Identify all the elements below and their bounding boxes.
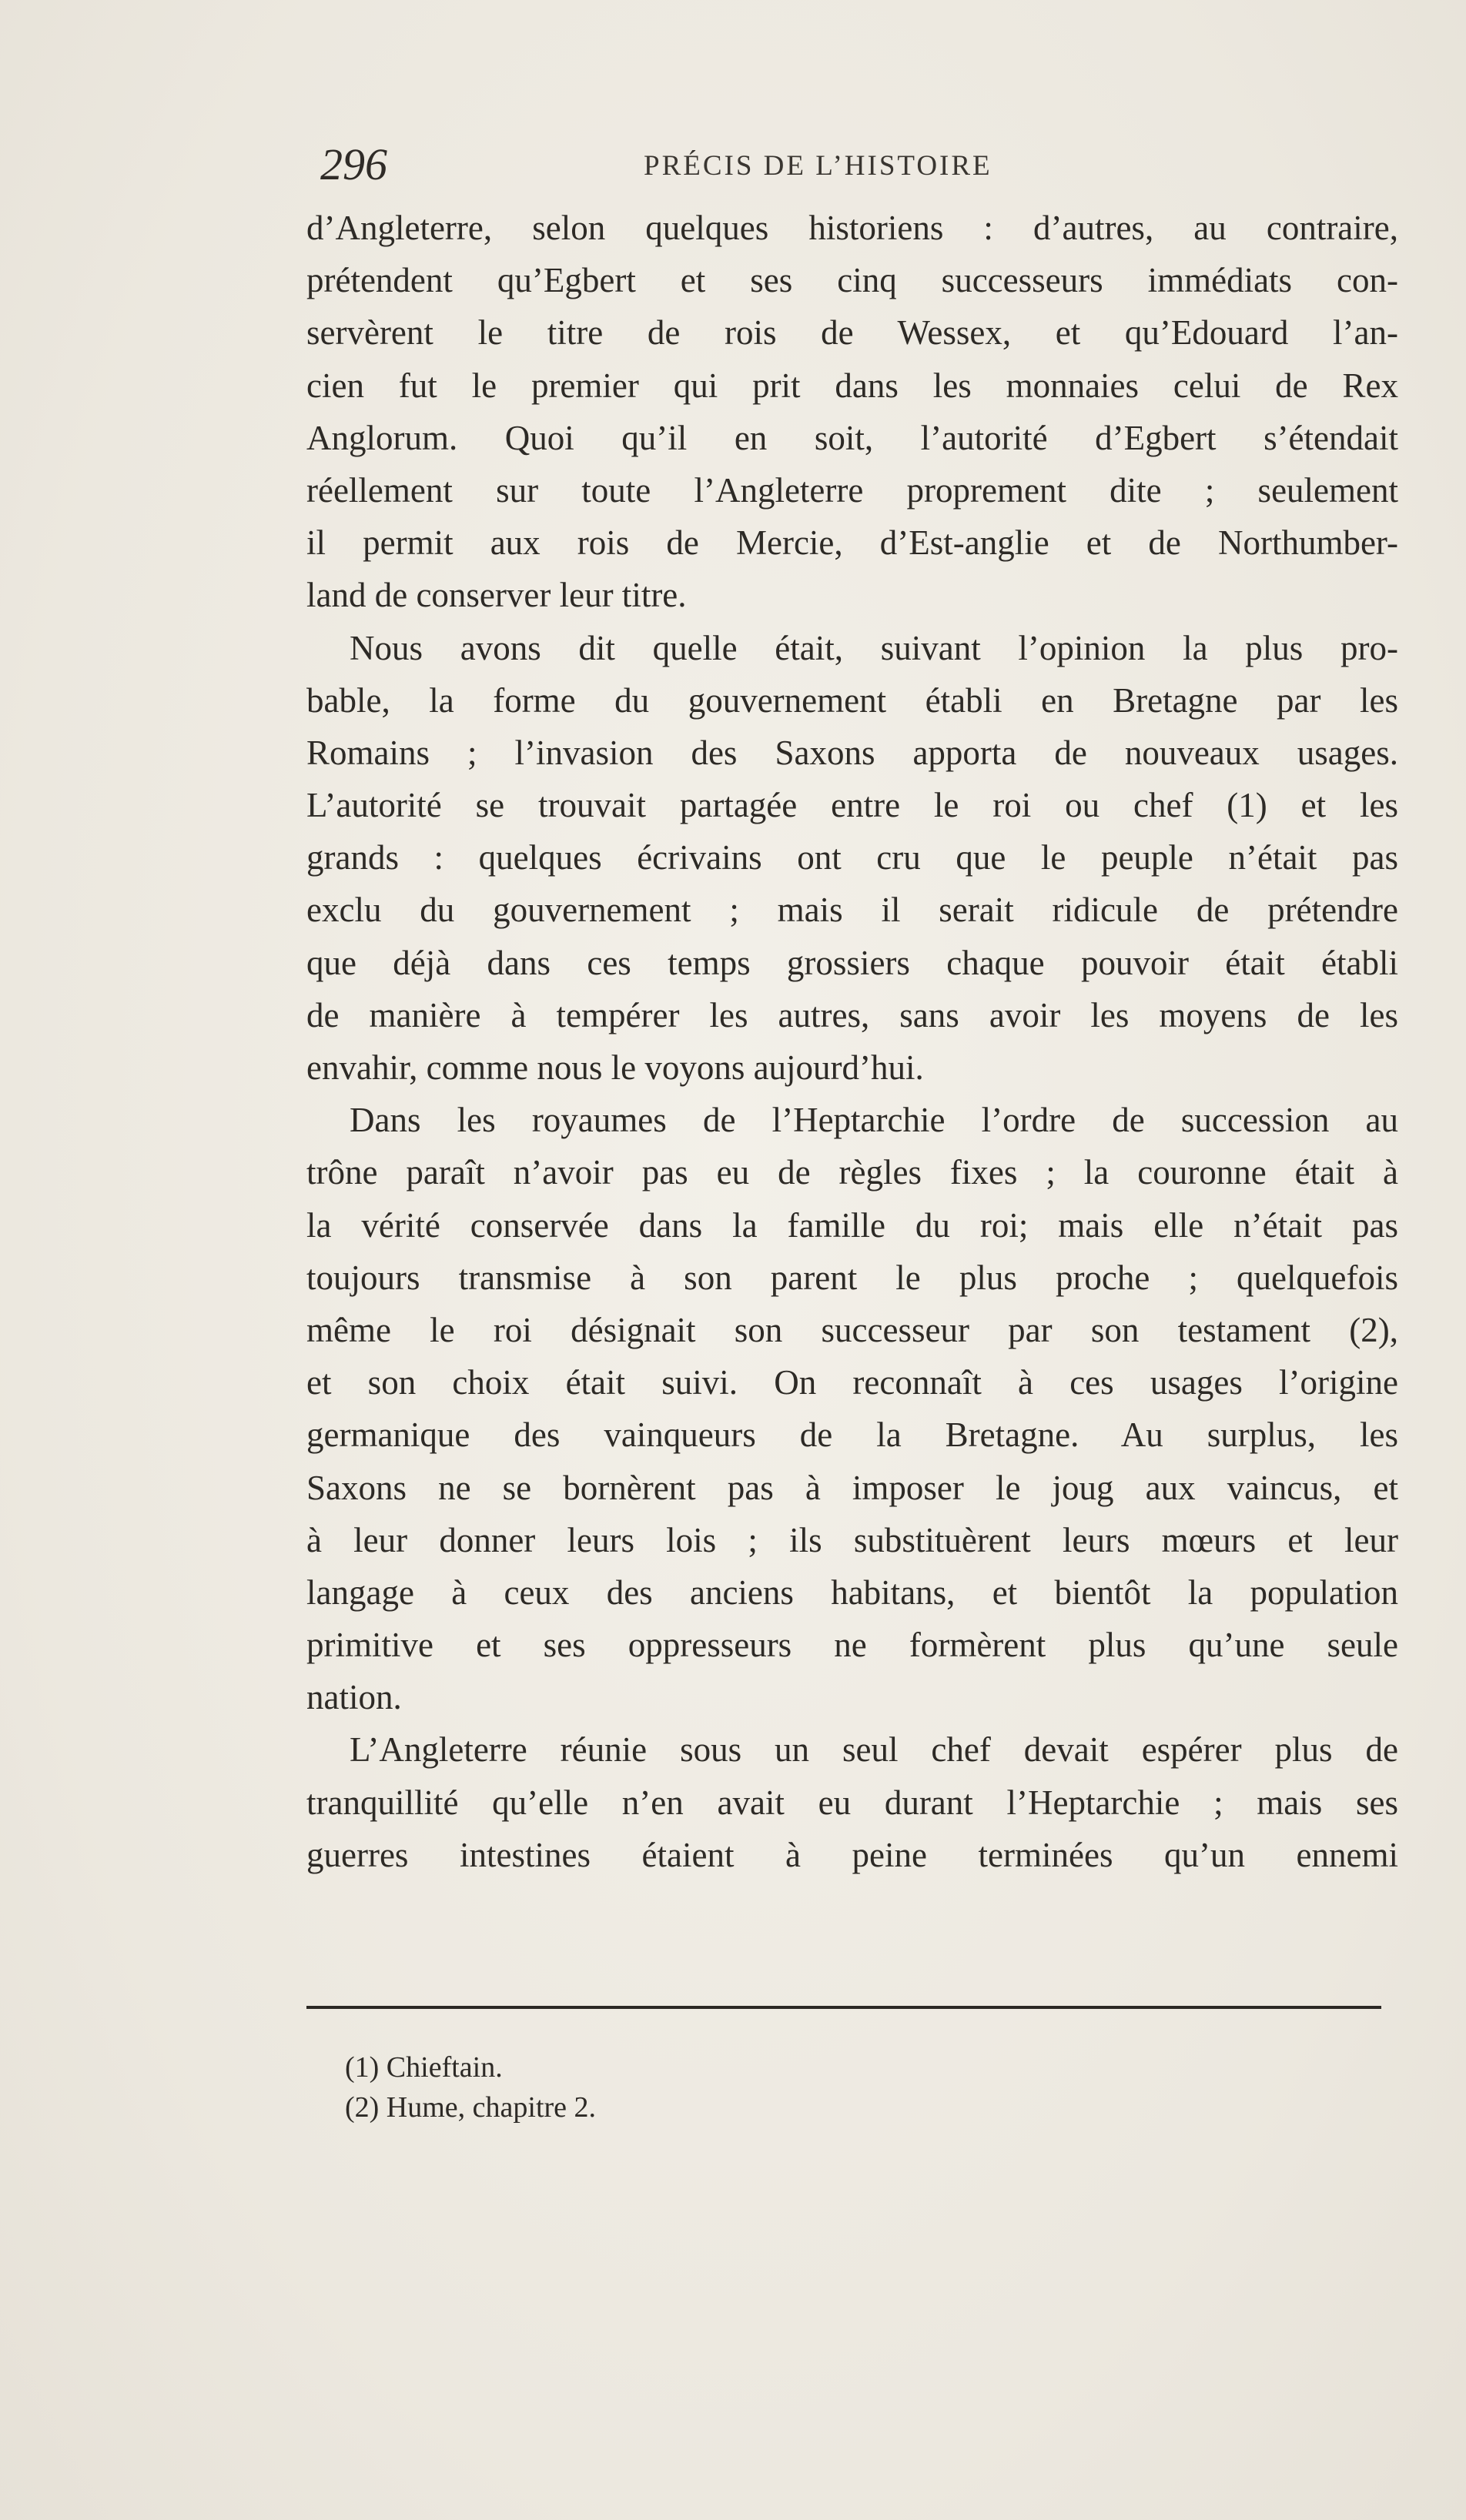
text-line: prétendent qu’Egbert et ses cinq successeurs immédiats con- — [306, 261, 1398, 300]
text-line: exclu du gouvernement ; mais il serait ridicule de prétendre — [306, 891, 1398, 930]
footnote: (2) Hume, chapitre 2. — [345, 2091, 597, 2124]
text-line: germanique des vainqueurs de la Bretagne. Au surplus, les — [306, 1415, 1398, 1455]
text-line: il permit aux rois de Mercie, d’Est-anglie et de Northumber- — [306, 523, 1398, 563]
text-line: trône paraît n’avoir pas eu de règles fixes ; la couronne était à — [306, 1153, 1398, 1192]
text-line: toujours transmise à son parent le plus proche ; quelquefois — [306, 1258, 1398, 1297]
text-line: Saxons ne se bornèrent pas à imposer le joug aux vaincus, et — [306, 1468, 1398, 1507]
paragraph-first-line: L’Angleterre réunie sous un seul chef devait espérer plus de — [350, 1730, 1398, 1770]
text-line: envahir, comme nous le voyons aujourd’hui. — [306, 1048, 924, 1087]
text-line: que déjà dans ces temps grossiers chaque pouvoir était établi — [306, 943, 1398, 982]
footnote-divider — [306, 2006, 1381, 2009]
text-line: nation. — [306, 1678, 402, 1717]
page-header — [320, 139, 1391, 200]
text-line: d’Angleterre, selon quelques historiens : d’autres, au contraire, — [306, 209, 1398, 247]
text-line: même le roi désignait son successeur par son testament (2), — [306, 1310, 1398, 1349]
text-line: servèrent le titre de rois de Wessex, et qu’Edouard l’an- — [306, 313, 1398, 353]
text-line: langage à ceux des anciens habitans, et bientôt la population — [306, 1572, 1398, 1612]
text-line: Anglorum. Quoi qu’il en soit, l’autorité d’Egbert s’étendait — [306, 418, 1398, 457]
text-line: réellement sur toute l’Angleterre proprement dite ; seulement — [306, 470, 1398, 510]
text-line: bable, la forme du gouvernement établi en Bretagne par les — [306, 680, 1398, 720]
text-line: et son choix était suivi. On reconnaît à ces usages l’origine — [306, 1363, 1398, 1402]
text-line: Romains ; l’invasion des Saxons apporta de nouveaux usages. — [306, 733, 1398, 772]
text-line: guerres intestines étaient à peine terminées qu’un ennemi — [306, 1835, 1398, 1874]
paragraph-first-line: Dans les royaumes de l’Heptarchie l’ordre de succession au — [350, 1101, 1398, 1140]
footnote: (1) Chieftain. — [345, 2051, 503, 2084]
paragraph-first-line: Nous avons dit quelle était, suivant l’opinion la plus pro- — [350, 628, 1398, 667]
text-line: L’autorité se trouvait partagée entre le roi ou chef (1) et les — [306, 786, 1398, 825]
text-line: cien fut le premier qui prit dans les monnaies celui de Rex — [306, 366, 1398, 405]
text-line: grands : quelques écrivains ont cru que le peuple n’était pas — [306, 838, 1398, 877]
text-line: land de conserver leur titre. — [306, 576, 687, 615]
running-head: PRÉCIS DE L’HISTOIRE — [644, 150, 992, 182]
footnotes — [345, 2047, 596, 2127]
text-line: de manière à tempérer les autres, sans avoir les moyens de les — [306, 995, 1398, 1034]
text-line: la vérité conservée dans la famille du roi; mais elle n’était pas — [306, 1205, 1398, 1245]
text-line: à leur donner leurs lois ; ils substituèrent leurs mœurs et leur — [306, 1520, 1398, 1559]
page-number: 296 — [320, 139, 387, 189]
text-line: primitive et ses oppresseurs ne formèrent plus qu’une seule — [306, 1626, 1398, 1665]
text-line: tranquillité qu’elle n’en avait eu durant l’Heptarchie ; mais ses — [306, 1783, 1398, 1822]
body-text — [306, 202, 1398, 1881]
